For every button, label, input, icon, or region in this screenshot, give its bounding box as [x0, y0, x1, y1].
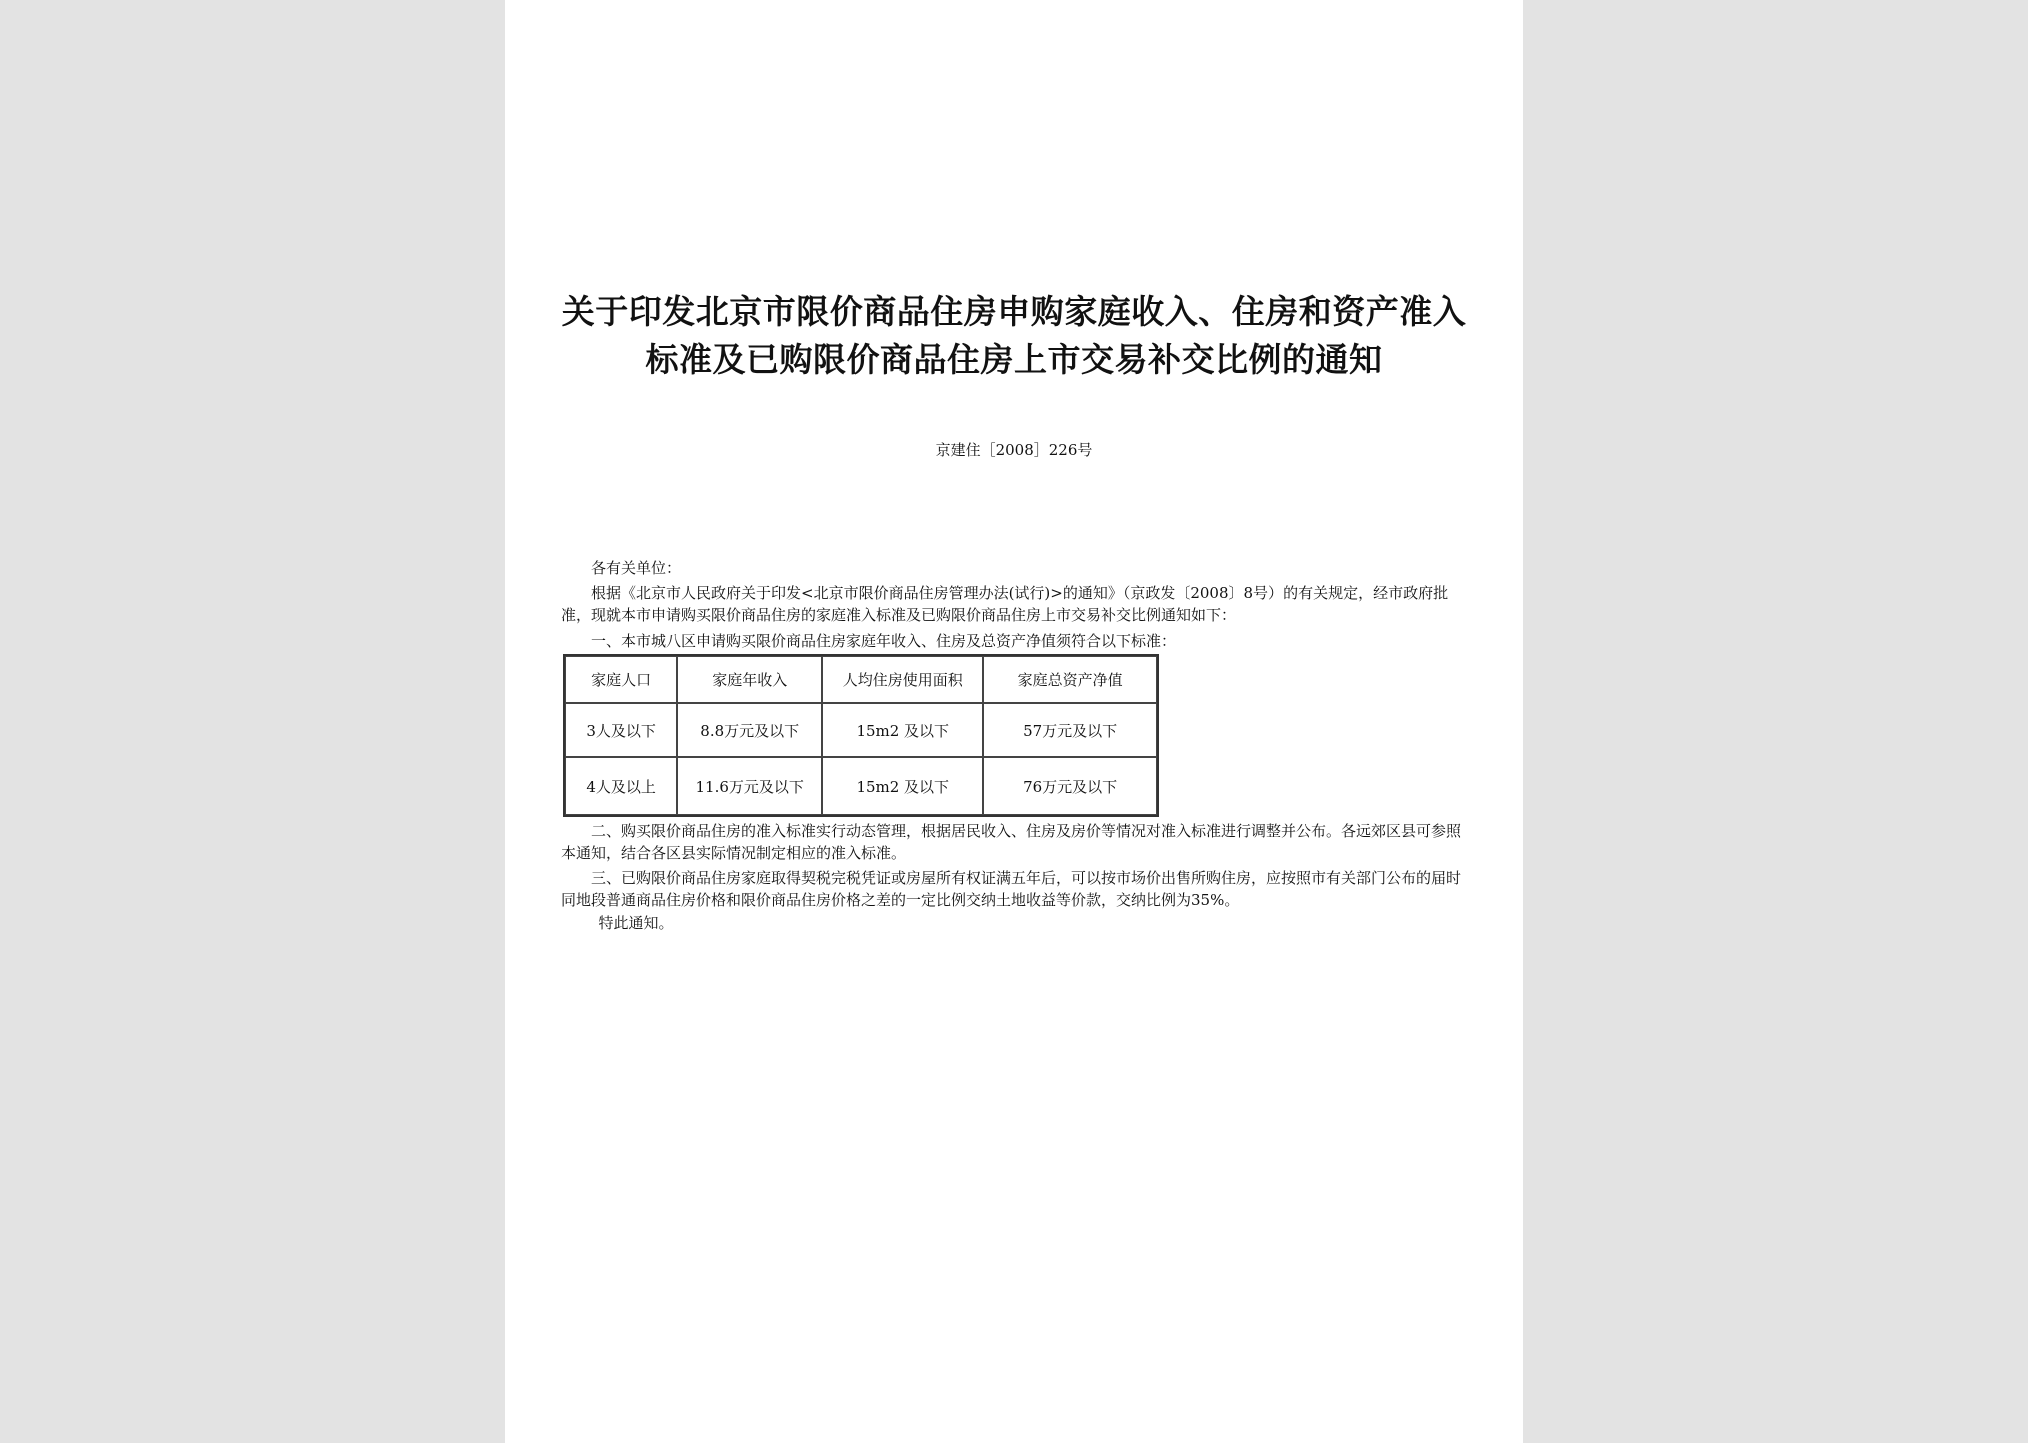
- paragraph-item-3: 三、已购限价商品住房家庭取得契税完税凭证或房屋所有权证满五年后，可以按市场价出售所购住房，应按照市有关部门公布的届时同地段普通商品住房价格和限价商品住房价格之差的一定比例交纳土地收益等价款，交纳比例为35%。: [561, 869, 1462, 909]
- table-cell: 57万元及以下: [983, 703, 1157, 757]
- document-page: [505, 0, 1523, 1443]
- table-row: [565, 757, 1157, 815]
- table-header-cell: 家庭年收入: [677, 656, 822, 703]
- table-header-cell: 家庭总资产净值: [983, 656, 1157, 703]
- document-title: 关于印发北京市限价商品住房申购家庭收入、住房和资产准入标准及已购限价商品住房上市交易补交比例的通知: [561, 292, 1467, 379]
- admission-standards-table: [563, 654, 1159, 817]
- table-cell: 76万元及以下: [983, 757, 1157, 815]
- closing-text: 特此通知。: [598, 914, 674, 932]
- table-cell: 15m2 及以下: [822, 703, 983, 757]
- document-number: 京建住［2008］226号: [935, 441, 1093, 459]
- table-header-cell: 家庭人口: [565, 656, 677, 703]
- table-cell: 15m2 及以下: [822, 757, 983, 815]
- table-cell: 4人及以上: [565, 757, 677, 815]
- table-header-row: [565, 656, 1157, 703]
- paragraph-item-2: 二、购买限价商品住房的准入标准实行动态管理，根据居民收入、住房及房价等情况对准入标准进行调整并公布。各远郊区县可参照本通知，结合各区县实际情况制定相应的准入标准。: [561, 822, 1462, 862]
- table-header-cell: 人均住房使用面积: [822, 656, 983, 703]
- table-cell: 3人及以下: [565, 703, 677, 757]
- paragraph-basis: 根据《北京市人民政府关于印发<北京市限价商品住房管理办法(试行)>的通知》（京政发〔2008〕8号）的有关规定，经市政府批准，现就本市申请购买限价商品住房的家庭准入标准及已购限价商品住房上市交易补交比例通知如下：: [561, 584, 1449, 624]
- salutation: 各有关单位：: [591, 559, 682, 577]
- table-cell: 11.6万元及以下: [677, 757, 822, 815]
- paragraph-item-1: 一、本市城八区申请购买限价商品住房家庭年收入、住房及总资产净值须符合以下标准：: [591, 632, 1177, 650]
- table-row: [565, 703, 1157, 757]
- table-cell: 8.8万元及以下: [677, 703, 822, 757]
